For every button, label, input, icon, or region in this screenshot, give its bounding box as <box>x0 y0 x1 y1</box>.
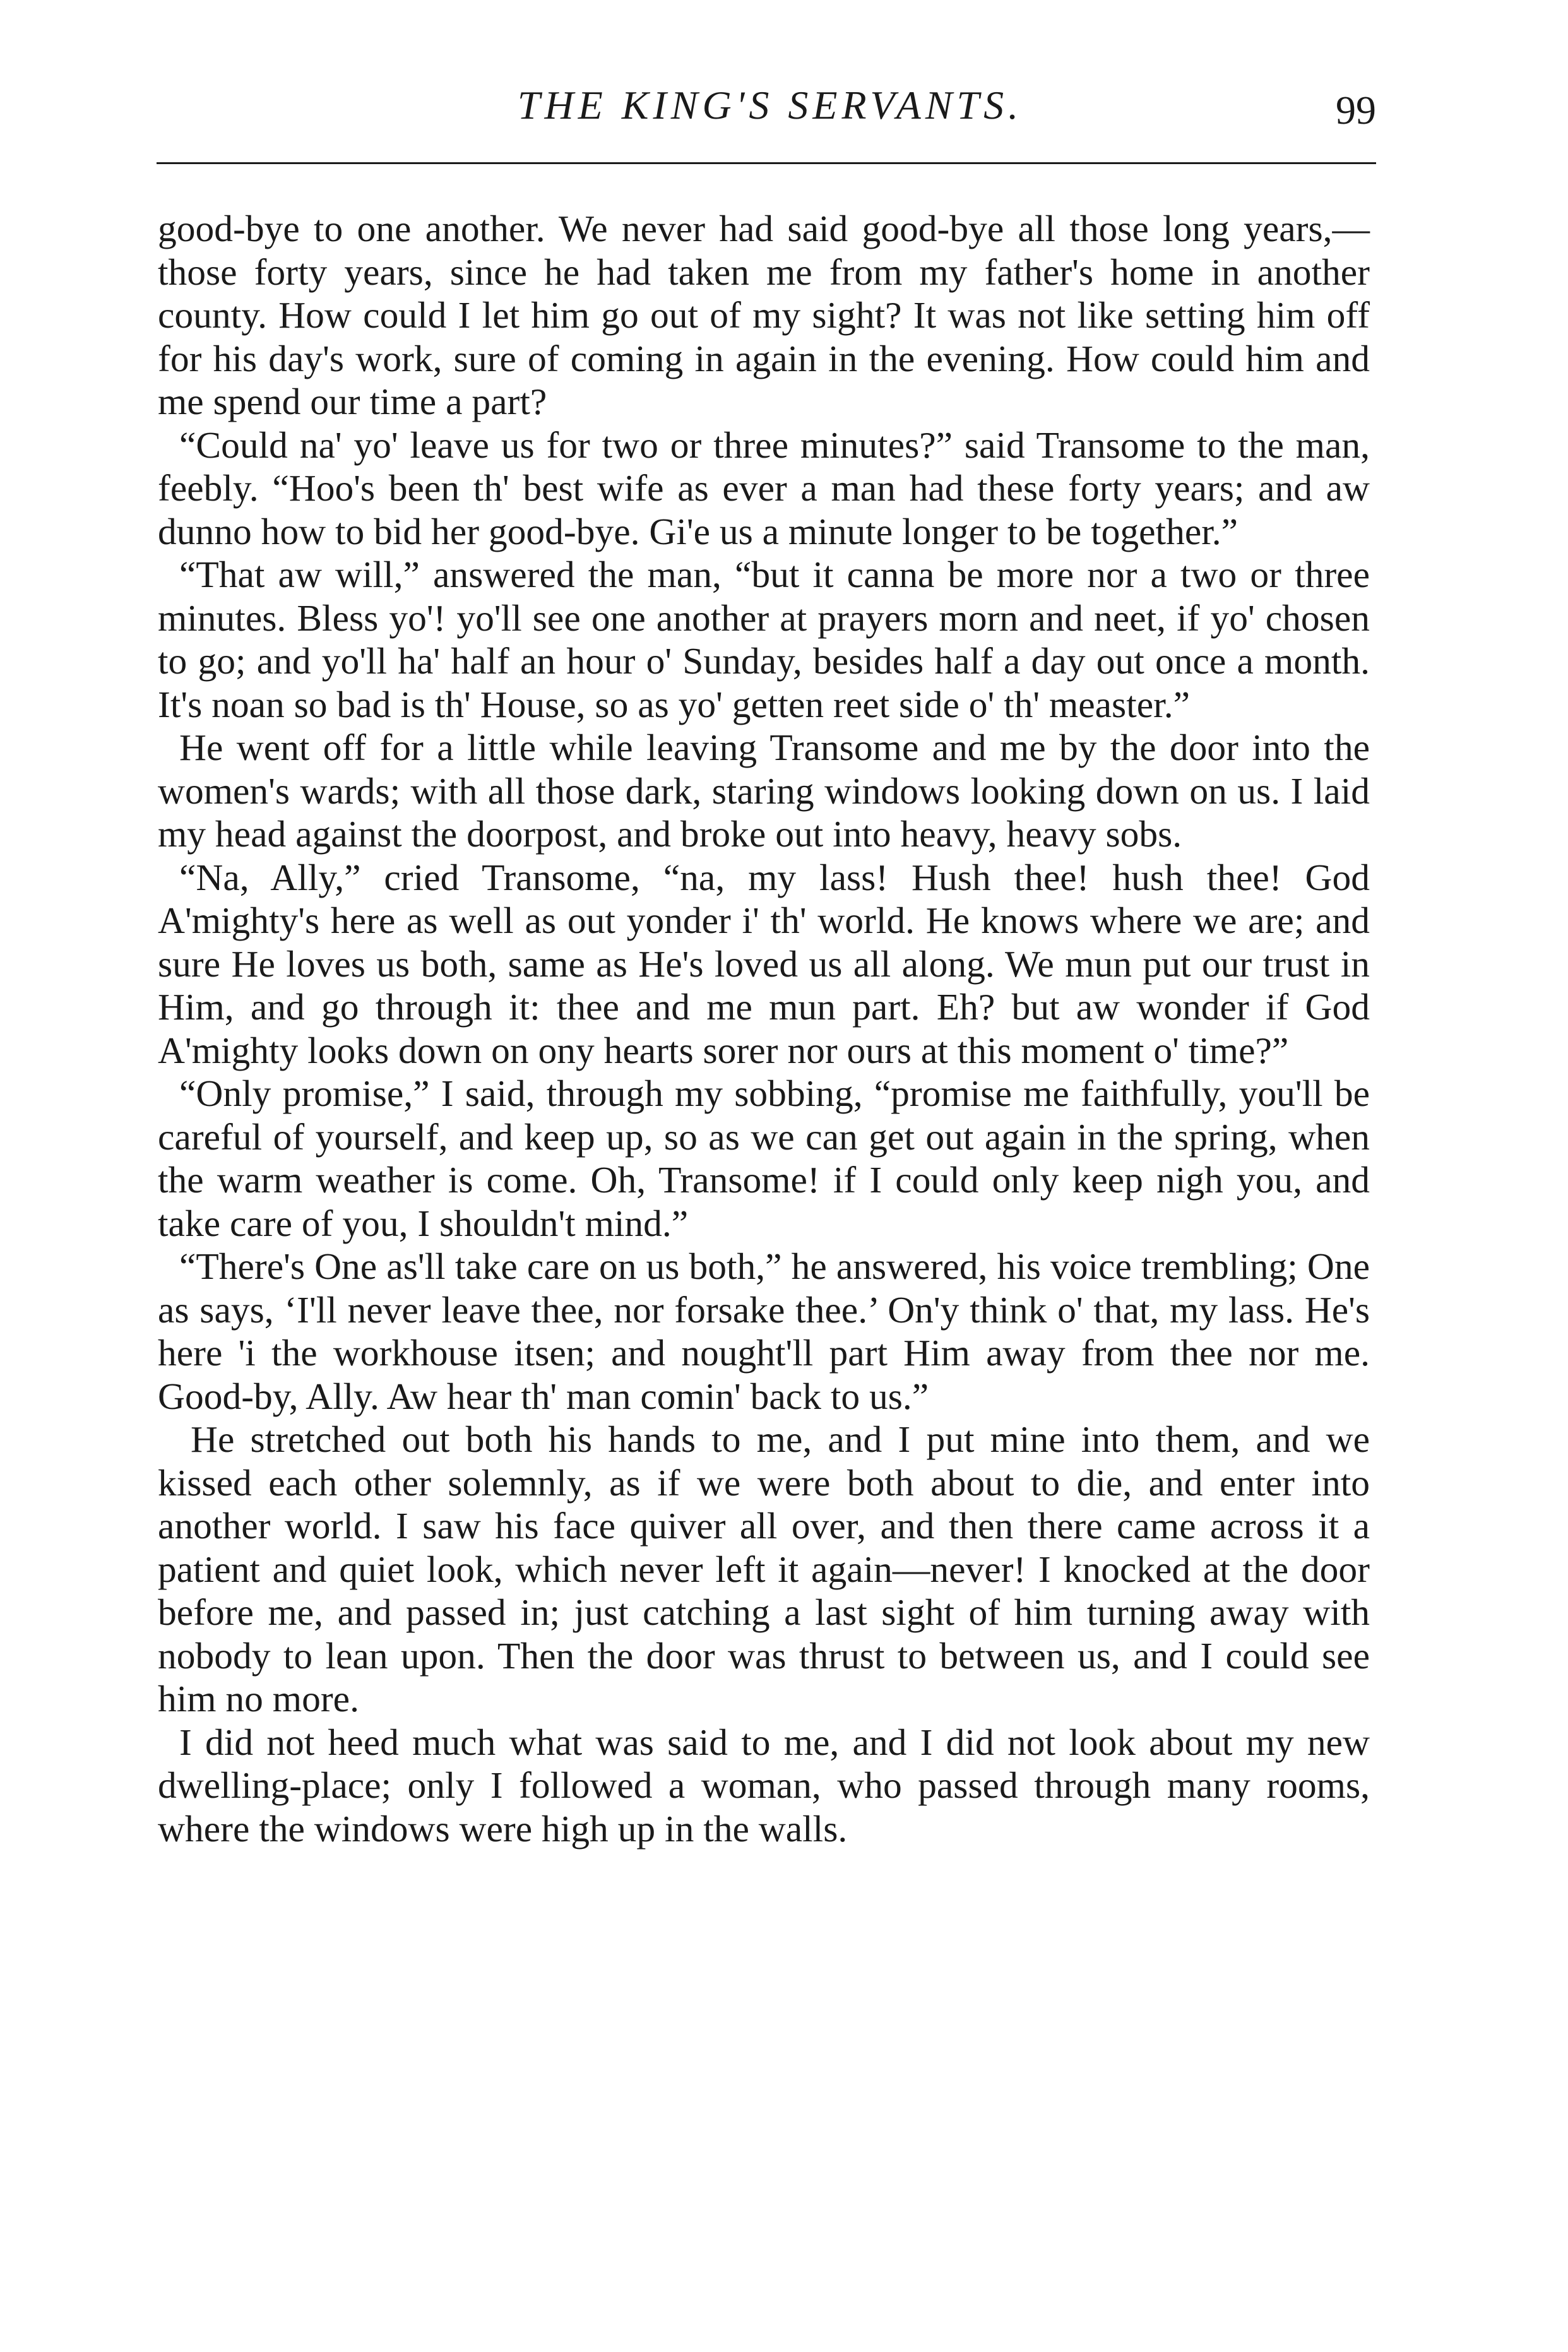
page-number: 99 <box>1336 88 1376 133</box>
paragraph-3: “That aw will,” answered the man, “but it canna be more nor a two or three minutes. Bless yo'! yo'll see one another at prayers morn and neet, if yo' chosen to go; and yo'll ha' half an hour o' Sunday, besides half a day out once a month. It's noan so bad is th' House, so as yo' getten reet side o' th' measter.” <box>158 554 1370 725</box>
page-header <box>164 79 1376 148</box>
paragraph-8: He stretched out both his hands to me, and I put mine into them, and we kissed each other solemnly, as if we were both about to die, and enter into another world. I saw his face quiver all over, and then there came across it a patient and quiet look, which never left it again—never! I knocked at the door before me, and passed in; just catching a last sight of him turning away with nobody to lean upon. Then the door was thrust to between us, and I could see him no more. <box>158 1418 1370 1719</box>
paragraph-5: “Na, Ally,” cried Transome, “na, my lass! Hush thee! hush thee! God A'mighty's here as well as out yonder i' th' world. He knows where we are; and sure He loves us both, same as He's loved us all along. We mun put our trust in Him, and go through it: thee and me mun part. Eh? but aw wonder if God A'mighty looks down on ony hearts sorer nor ours at this moment o' time?” <box>158 856 1370 1071</box>
paragraph-7: “There's One as'll take care on us both,” he answered, his voice trembling; One as says, ‘I'll never leave thee, nor forsake thee.’ On'y think o' that, my lass. He's here 'i the workhouse itsen; and nought'll part Him away from thee nor me. Good-by, Ally. Aw hear th' man comin' back to us.” <box>158 1245 1370 1417</box>
paragraph-2: “Could na' yo' leave us for two or three minutes?” said Transome to the man, feebly. “Hoo's been th' best wife as ever a man had these forty years; and aw dunno how to bid her good-bye. Gi'e us a minute longer to be together.” <box>158 424 1370 552</box>
header-rule <box>157 162 1376 164</box>
paragraph-9: I did not heed much what was said to me, and I did not look about my new dwelling-place; only I followed a woman, who passed through many rooms, where the windows were high up in the walls. <box>158 1721 1370 1850</box>
paragraph-4: He went off for a little while leaving Transome and me by the door into the women's wards; with all those dark, staring windows looking down on us. I laid my head against the doorpost, and broke out into heavy, heavy sobs. <box>158 727 1370 855</box>
running-title: THE KING'S SERVANTS. <box>517 83 1023 128</box>
body-text <box>158 207 1370 1850</box>
paragraph-1: good-bye to one another. We never had said good-bye all those long years,—those forty years, since he had taken me from my father's home in another county. How could I let him go out of my sight? It was not like setting him off for his day's work, sure of coming in again in the evening. How could him and me spend our time a part? <box>158 208 1370 422</box>
paragraph-6: “Only promise,” I said, through my sobbing, “promise me faithfully, you'll be careful of yourself, and keep up, so as we can get out again in the spring, when the warm weather is come. Oh, Transome! if I could only keep nigh you, and take care of you, I shouldn't mind.” <box>158 1072 1370 1244</box>
